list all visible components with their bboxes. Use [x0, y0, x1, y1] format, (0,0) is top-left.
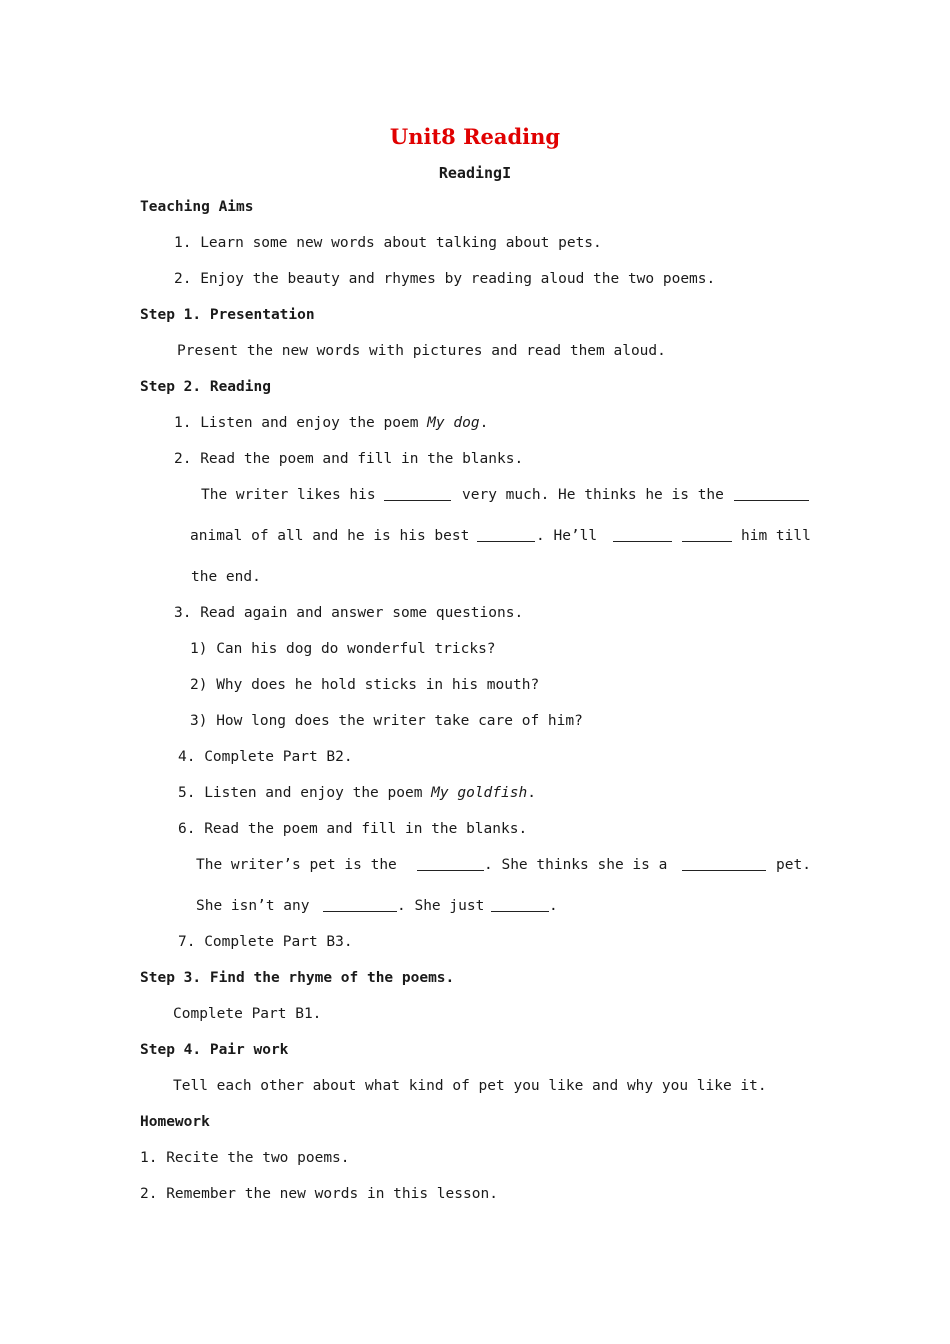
step2-item-6: 6. Read the poem and fill in the blanks. — [178, 821, 528, 837]
step2-heading: Step 2. Reading — [140, 379, 271, 395]
step2-item-2: 2. Read the poem and fill in the blanks. — [174, 451, 524, 467]
question-2: 2) Why does he hold sticks in his mouth? — [190, 677, 540, 693]
fill1-line2c: him till — [741, 528, 811, 544]
fill2-line2a: She isn’t any — [196, 898, 310, 914]
step2-item-1-period: . — [479, 415, 489, 431]
aim-item-2: 2. Enjoy the beauty and rhymes by reading aloud the two poems. — [174, 271, 716, 287]
blank-input[interactable] — [477, 529, 535, 542]
homework-item-2: 2. Remember the new words in this lesson. — [140, 1186, 498, 1202]
step1-text: Present the new words with pictures and read them aloud. — [177, 343, 666, 359]
blank-input[interactable] — [491, 899, 549, 912]
step2-item-5-period: . — [527, 785, 536, 801]
step1-heading: Step 1. Presentation — [140, 307, 315, 323]
blank-input[interactable] — [417, 858, 484, 871]
homework-item-1: 1. Recite the two poems. — [140, 1150, 350, 1166]
fill1-line3: the end. — [191, 569, 261, 585]
blank-input[interactable] — [682, 858, 766, 871]
step4-heading: Step 4. Pair work — [140, 1042, 289, 1058]
step2-item-3: 3. Read again and answer some questions. — [174, 605, 524, 621]
blank-input[interactable] — [682, 529, 732, 542]
fill2-line1b: . She thinks she is a — [484, 857, 668, 873]
homework-heading: Homework — [140, 1114, 210, 1130]
step4-text: Tell each other about what kind of pet you like and why you like it. — [173, 1078, 767, 1094]
fill1-line2b: . He’ll — [536, 528, 598, 544]
step2-item-1 — [174, 414, 488, 432]
step2-item-5-text: 5. Listen and enjoy the poem — [178, 785, 432, 801]
step2-item-7: 7. Complete Part B3. — [178, 934, 353, 950]
step2-item-1-text: 1. Listen and enjoy the poem — [174, 415, 428, 431]
question-1: 1) Can his dog do wonderful tricks? — [190, 641, 496, 657]
teaching-aims-heading: Teaching Aims — [140, 199, 254, 215]
blank-input[interactable] — [323, 899, 397, 912]
fill2-line2c: . — [549, 898, 558, 914]
blank-input[interactable] — [734, 488, 809, 501]
fill1-line1a: The writer likes his — [201, 487, 376, 503]
question-3: 3) How long does the writer take care of him? — [190, 713, 583, 729]
step3-heading: Step 3. Find the rhyme of the poems. — [140, 970, 455, 986]
step3-text: Complete Part B1. — [173, 1006, 322, 1022]
fill2-line2b: . She just — [397, 898, 485, 914]
poem-title-my-goldfish: My goldfish — [431, 785, 528, 801]
fill2-line1c: pet. — [776, 857, 811, 873]
fill1-line2a: animal of all and he is his best — [190, 528, 470, 544]
document-title: Unit8 Reading — [389, 124, 561, 149]
blank-input[interactable] — [384, 488, 451, 501]
poem-title-my-dog: My dog — [427, 415, 480, 431]
fill1-line1b: very much. He thinks he is the — [462, 487, 724, 503]
document-subtitle: ReadingI — [438, 164, 512, 182]
step2-item-5 — [178, 784, 536, 802]
blank-input[interactable] — [613, 529, 672, 542]
fill2-line1a: The writer’s pet is the — [196, 857, 397, 873]
aim-item-1: 1. Learn some new words about talking about pets. — [174, 235, 602, 251]
step2-item-4: 4. Complete Part B2. — [178, 749, 353, 765]
